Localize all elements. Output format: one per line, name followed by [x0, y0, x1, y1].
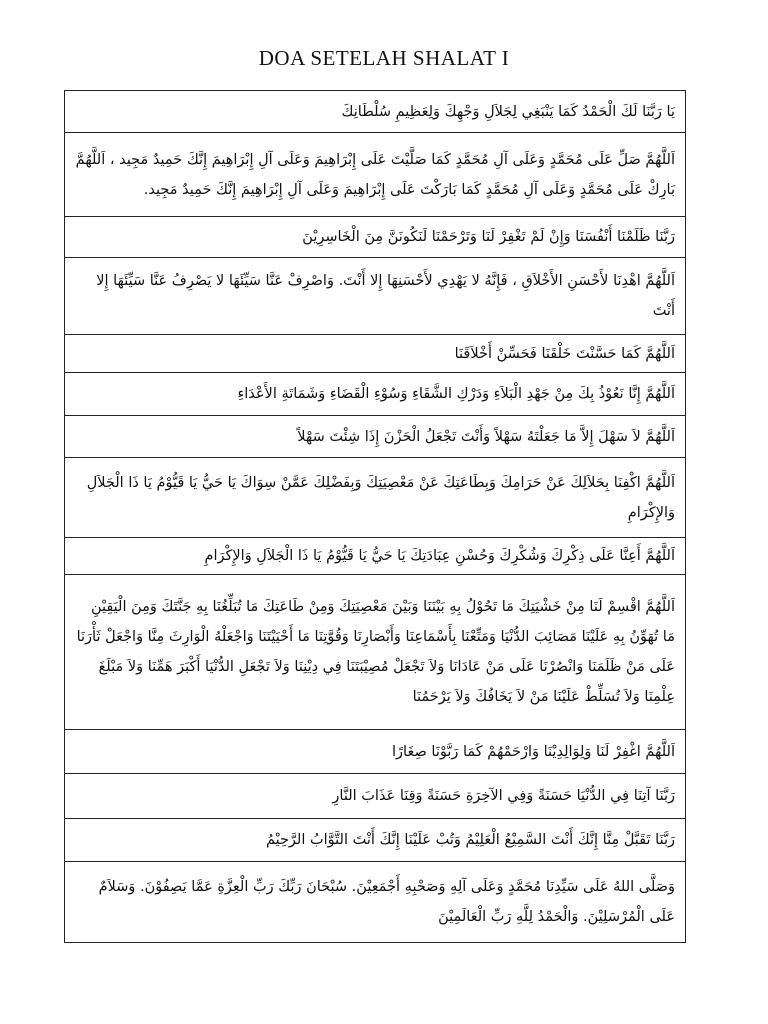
- prayer-text: رَبَّنَا تَقَبَّلْ مِنَّا إِنَّكَ أَنْتَ السَّمِيْعُ الْعَلِيْمُ وَتُبْ عَلَيْنَا إِنَّكَ أَنْتَ التَّوَّابُ الرَّحِيْمُ: [65, 819, 686, 862]
- prayer-row: [65, 538, 686, 575]
- prayer-text: اَللَّهُمَّ اهْدِنَا لأَحْسَنِ الأَخْلاَقِ ، فَإِنَّهُ لا يَهْدِي لأَحْسَنِهَا إِلا أَنْتَ. وَاصْرِفْ عَنَّا سَيِّئَهَا لا يَصْرِفُ عَنَّا سَيِّئَهَا إِلا أَنْتَ: [65, 258, 686, 335]
- prayer-row: [65, 217, 686, 258]
- prayer-text: اَللَّهُمَّ كَمَا حَسَّنْتَ خَلْقَنَا فَحَسِّنْ أَخْلاَقَنَا: [65, 335, 686, 373]
- prayer-row: [65, 730, 686, 774]
- page-title: DOA SETELAH SHALAT I: [258, 46, 510, 70]
- prayer-row: [65, 91, 686, 133]
- prayer-row: [65, 258, 686, 335]
- prayer-row: [65, 416, 686, 458]
- prayer-row: [65, 458, 686, 538]
- prayer-text: اَللَّهُمَّ إِنَّا نَعُوْذُ بِكَ مِنْ جَهْدِ الْبَلاَءِ وَدَرْكِ الشَّقَاءِ وَسُوْءِ الْقَضَاءِ وَشَمَاتَةِ الأَعْدَاءِ: [65, 373, 686, 416]
- prayer-row: [65, 774, 686, 819]
- prayer-text: رَبَّنَا آتِنَا فِي الدُّنْيَا حَسَنَةً وَفِي الآخِرَةِ حَسَنَةً وَقِنَا عَذَابَ النَّارِ: [65, 774, 686, 819]
- prayer-text: اَللَّهُمَّ اغْفِرْ لَنَا وَلِوَالِدِيْنَا وَارْحَمْهُمْ كَمَا رَبَّوْنَا صِغَارًا: [65, 730, 686, 774]
- prayer-text: اَللَّهُمَّ اكْفِنَا بِحَلاَلِكَ عَنْ حَرَامِكَ وَبِطَاعَتِكَ عَنْ مَعْصِيَتِكَ وَبِفَضْلِكَ عَمَّنْ سِوَاكَ يَا حَيُّ يَا قَيُّوْمُ يَا ذَا الْجَلاَلِ وَالإِكْرَامِ: [65, 458, 686, 538]
- prayer-text: وَصَلَّى اللهُ عَلَى سَيِّدِنَا مُحَمَّدٍ وَعَلَى آلِهِ وَصَحْبِهِ أَجْمَعِيْنَ. سُبْحَانَ رَبِّكَ رَبِّ الْعِزَّةِ عَمَّا يَصِفُوْنَ. وَسَلاَمٌ عَلَى الْمُرْسَلِيْنَ. وَالْحَمْدُ لِلَّهِ رَبِّ الْعَالَمِيْنَ: [65, 862, 686, 943]
- prayer-text: اَللَّهُمَّ لاَ سَهْلَ إِلاَّ مَا جَعَلْتَهُ سَهْلاً وَأَنْتَ تَجْعَلُ الْحَزْنَ إِذَا شِئْتَ سَهْلاً: [65, 416, 686, 458]
- prayer-row: [65, 575, 686, 730]
- prayer-text: اَللَّهُمَّ اقْسِمْ لَنَا مِنْ خَشْيَتِكَ مَا تَحُوْلُ بِهِ بَيْنَنَا وَبَيْنَ مَعْصِيَتِكَ وَمِنْ طَاعَتِكَ مَا تُبَلِّغُنَا بِهِ جَنَّتَكَ وَمِنَ الْيَقِيْنِ مَا تُهَوِّنُ بِهِ عَلَيْنَا مَصَائِبَ الدُّنْيَا وَمَتِّعْنَا بِأَسْمَاعِنَا وَأَبْصَارِنَا وَقُوَّتِنَا مَا أَحْيَيْتَنَا وَاجْعَلْهُ الْوَارِثَ مِنَّا وَاجْعَلْ ثَأْرَنَا عَلَى مَنْ ظَلَمَنَا وَانْصُرْنَا عَلَى مَنْ عَادَانَا وَلاَ تَجْعَلْ مُصِيْبَتَنَا فِي دِيْنِنَا وَلاَ تَجْعَلِ الدُّنْيَا أَكْبَرَ هَمِّنَا وَلاَ مَبْلَغَ عِلْمِنَا وَلاَ تُسَلِّطْ عَلَيْنَا مَنْ لاَ يَخَافُكَ وَلاَ يَرْحَمُنَا: [65, 575, 686, 730]
- prayer-row: [65, 335, 686, 373]
- prayer-row: [65, 862, 686, 943]
- prayer-row: [65, 819, 686, 862]
- prayer-row: [65, 133, 686, 217]
- prayer-text: يَا رَبَّنَا لَكَ الْحَمْدُ كَمَا يَنْبَغِي لِجَلاَلِ وَجْهِكَ وَلِعَظِيمِ سُلْطَانِكَ: [65, 91, 686, 133]
- prayer-row: [65, 373, 686, 416]
- prayer-text: رَبَّنَا ظَلَمْنَا أَنْفُسَنَا وَإِنْ لَمْ تَغْفِرْ لَنَا وَتَرْحَمْنَا لَنَكُونَنَّ مِنَ الْخَاسِرِيْنَ: [65, 217, 686, 258]
- prayer-table: [64, 90, 686, 943]
- prayer-text: اَللَّهُمَّ أَعِنَّا عَلَى ذِكْرِكَ وَشُكْرِكَ وَحُسْنِ عِبَادَتِكَ يَا حَيُّ يَا قَيُّوْمُ يَا ذَا الْجَلاَلِ وَالإِكْرَامِ: [65, 538, 686, 575]
- prayer-text: اَللَّهُمَّ صَلِّ عَلَى مُحَمَّدٍ وَعَلَى آلِ مُحَمَّدٍ كَمَا صَلَّيْتَ عَلَى إِبْرَاهِيمَ وَعَلَى آلِ إِبْرَاهِيمَ إِنَّكَ حَمِيدٌ مَجِيد ، اَللَّهُمَّ بَارِكْ عَلَى مُحَمَّدٍ وَعَلَى آلِ مُحَمَّدٍ كَمَا بَارَكْتَ عَلَى إِبْرَاهِيمَ وَعَلَى آلِ إِبْرَاهِيمَ إِنَّكَ حَمِيدٌ مَجِيد.: [65, 133, 686, 217]
